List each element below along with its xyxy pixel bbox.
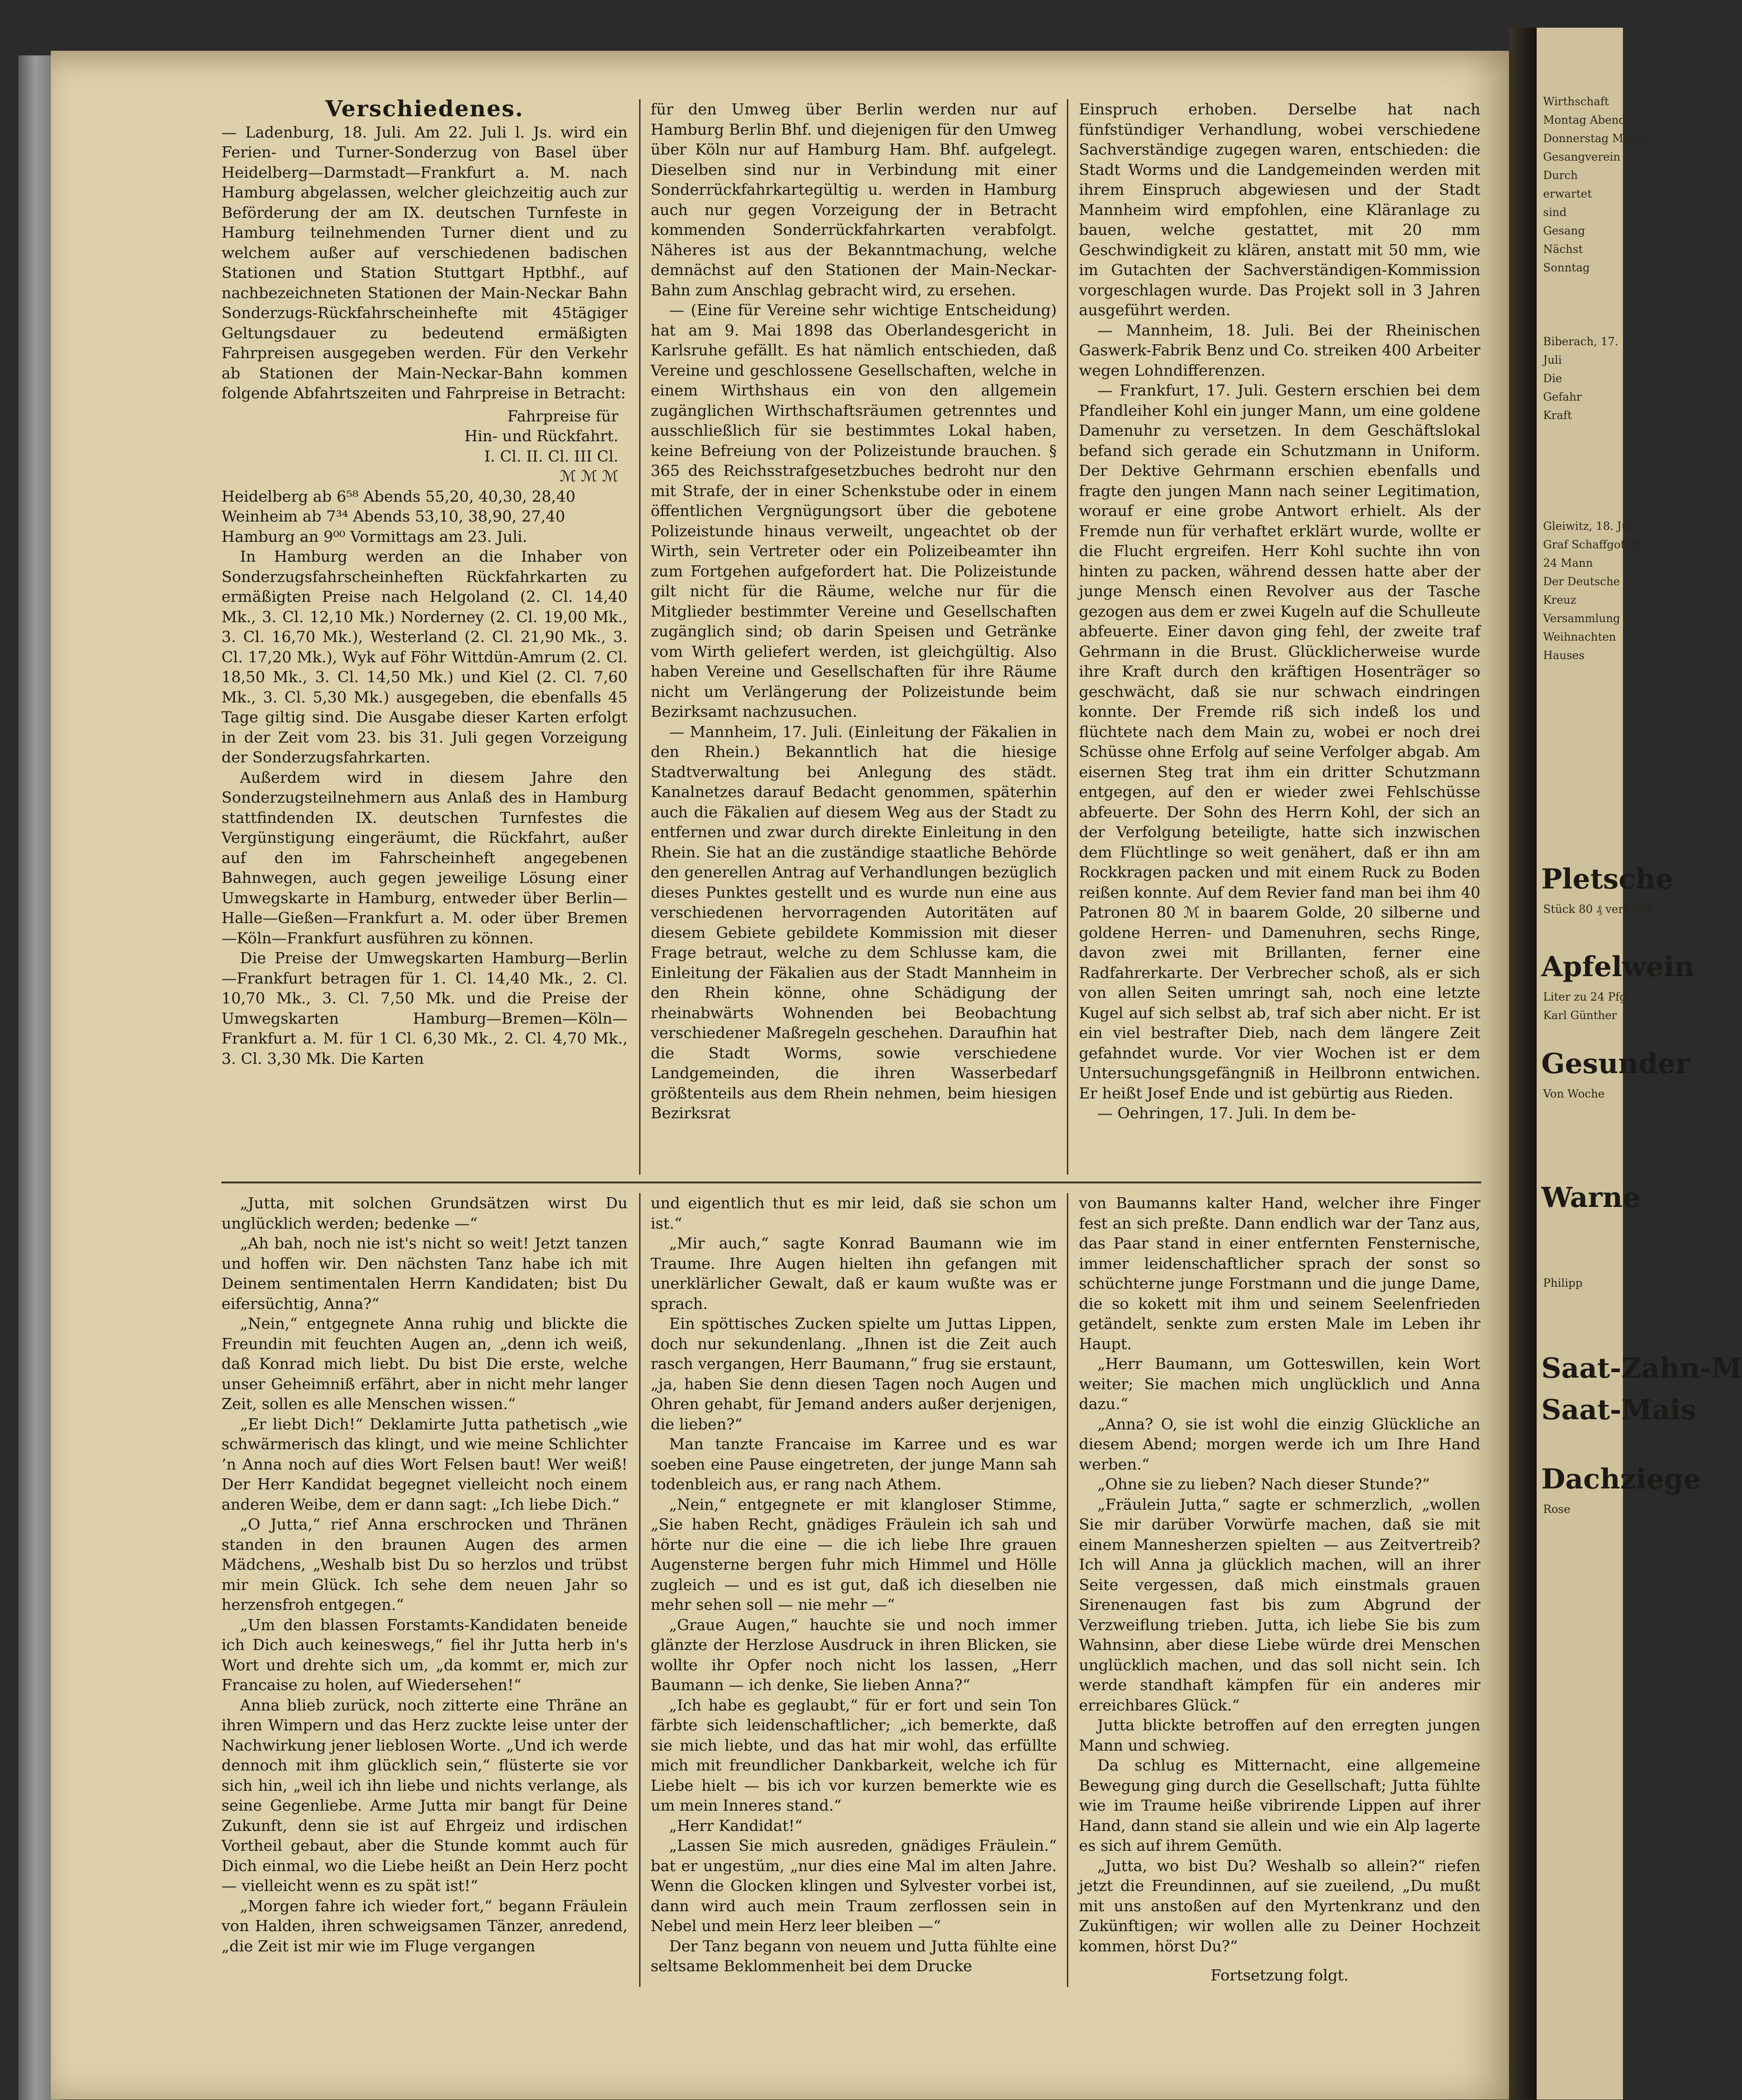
serial-paragraph: „Jutta, wo bist Du? Weshalb so allein?“ riefen jetzt die Freundinnen, auf sie zueilend, „Du mußt mit uns anstoßen auf den Myrtenkranz und den Zukünftigen; wir wollen alle zu Deiner Hochzeit kommen, hörst Du?“ <box>1079 1856 1480 1955</box>
serial-column-2 <box>651 1193 1057 1976</box>
serial-paragraph: „Er liebt Dich!“ Deklamirte Jutta pathetisch „wie schwärmerisch das klingt, und wie meine Schlichter ’n Anna noch auf dies Wort Felsen baut! Wer weiß! Der Herr Kandidat begegnet vielleicht noch einem anderen Weibe, dem er dann sagt: „Ich liebe Dich.“ <box>221 1415 628 1513</box>
adjacent-text-line: Durch <box>1543 169 1578 182</box>
column-rule <box>639 99 641 1175</box>
column-rule <box>1067 1193 1068 1987</box>
ad-saat-zahn-mais: Saat-Zahn-M <box>1541 1352 1742 1385</box>
ad-apfelwein: Apfelwein <box>1541 951 1694 983</box>
adjacent-text-line: Gleiwitz, 18. Juli <box>1543 520 1636 533</box>
news-mannheim-strike: — Mannheim, 18. Juli. Bei der Rheinischen Gaswerk-Fabrik Benz und Co. streiken 400 Arbeiter wegen Lohndifferenzen. <box>1079 321 1480 379</box>
news-frankfurt-robbery: — Frankfurt, 17. Juli. Gestern erschien bei dem Pfandleiher Kohl ein junger Mann, um eine goldene Damenuhr zu versetzen. In dem Geschäftslokal befand sich gerade ein Schutzmann in Uniform. Der Dektive Gehrmann erschien ebenfalls und fragte den jungen Mann nach seiner Legitimation, worauf er eine grobe Antwort erhielt. Als der Fremde nun für verhaftet erklärt wurde, wollte er die Flucht ergreifen. Herr Kohl suchte ihn von hinten zu packen, während dessen hatte aber der junge Mensch einen Revolver aus der Tasche gezogen aus dem er zwei Kugeln auf die Schulleute abfeuerte. Einer davon ging fehl, der zweite traf Gehrmann in die Brust. Glücklicherweise wurde ihre Kraft durch den kräftigen Hosenträger so geschwächt, daß sie nur schwach eindringen konnte. Der Fremde riß sich indeß los und flüchtete nach dem Main zu, wobei er noch drei Schüsse ohne Erfolg auf seine Verfolger abgab. Am eisernen Steg trat ihm ein dritter Schutzmann entgegen, auf den er wieder zwei Fehlschüsse abfeuerte. Der Sohn des Herrn Kohl, der sich an der Verfolgung beteiligte, hatte sich inzwischen dem Flüchtlinge so weit genähert, daß er ihn am Rockkragen packen und mit einem Ruck zu Boden reißen konnte. Auf dem Revier fand man bei ihm 40 Patronen 80 ℳ in baarem Golde, 20 silberne und goldene Herren- und Damenuhren, sechs Ringe, davon zwei mit Brillanten, ferner eine Radfahrerkarte. Der Verbrecher schoß, als er sich von allen Seiten umringt sah, noch eine letzte Kugel auf sich selbst ab, traf sich aber nicht. Er ist ein viel bestrafter Dieb, nach dem längere Zeit gefahndet wurde. Vor vier Wochen ist er dem Untersuchungsgefängniß in Heilbronn entwichen. Er heißt Josef Ende und ist gebürtig aus Rieden. <box>1079 381 1480 1102</box>
adjacent-text-line: Der Deutsche <box>1543 575 1620 588</box>
news-objection: Einspruch erhoben. Derselbe hat nach fünfstündiger Verhandlung, wobei verschiedene Sachverständige zugegen waren, entschieden: die Stadt Worms und die Landgemeinden werden mit ihrem Einspruch abgewiesen und der Stadt Mannheim wird empfohlen, eine Kläranlage zu bauen, welche gestattet, mit 20 mm Geschwindigkeit zu klären, anstatt mit 50 mm, wie im Gutachten der Sachverständigen-Kommission vorgeschlagen wurde. Das Projekt soll in 3 Jahren ausgeführt werden. <box>1079 100 1480 319</box>
fare-title: Fahrpreise für <box>507 407 618 425</box>
fare-row: Heidelberg ab 6⁵⁸ Abends 55,20, 40,30, 28,40 <box>221 487 576 505</box>
news-detour-prices: Die Preise der Umwegskarten Hamburg—Berlin—Frankfurt betragen für 1. Cl. 14,40 Mk., 2. Cl. 10,70 Mk., 3. Cl. 7,50 Mk. und die Preise der Umwegskarten Hamburg—Bremen—Köln—Frankfurt a. M. für 1 Cl. 6,30 Mk., 2. Cl. 4,70 Mk., 3. Cl. 3,30 Mk. Die Karten <box>221 949 628 1068</box>
news-column-3 <box>1079 99 1480 1123</box>
serial-paragraph: Der Tanz begann von neuem und Jutta fühlte eine seltsame Beklommenheit bei dem Drucke <box>651 1937 1057 1975</box>
adjacent-text-line: Kraft <box>1543 409 1572 422</box>
serial-continued: Fortsetzung folgt. <box>1210 1966 1349 1984</box>
adjacent-text-line: Gesang <box>1543 224 1585 237</box>
adjacent-text-line: 24 Mann <box>1543 557 1593 570</box>
adjacent-text-line: Montag Abend <box>1543 114 1626 126</box>
adjacent-text-line: erwartet <box>1543 187 1592 200</box>
adjacent-text-line: Hauses <box>1543 649 1585 662</box>
news-mannheim-faecal: — Mannheim, 17. Juli. (Einleitung der Fäkalien in den Rhein.) Bekanntlich hat die hiesige Stadtverwaltung bei Anlegung des städt. Kanalnetzes darauf Bedacht genommen, späterhin auch die Fäkalien auf diesem Weg aus der Stadt zu entfernen und zwar durch direkte Einleitung in den Rhein. Sie hat an die zuständige staatliche Behörde den generellen Antrag auf Verhandlungen bezüglich dieses Punktes gestellt und es wurde nun eine aus verschiedenen hervorragenden Autoritäten auf diesem Gebiete gebildete Kommission mit dieser Frage betraut, welche zu dem Schlusse kam, die Einleitung der Fäkalien aus der Stadt Mannheim in den Rhein könne, ohne Schädigung der rheinabwärts Wohnenden bei Beobachtung verschiedener Maßregeln geschehen. Daraufhin hat die Stadt Worms, sowie verschiedene Landgemeinden, die ihren Wasserbedarf größtenteils aus dem Rhein nehmen, beim hiesigen Bezirksrat <box>651 722 1057 1122</box>
adjacent-text-line: Juli <box>1543 354 1562 366</box>
serial-paragraph: „Um den blassen Forstamts-Kandidaten beneide ich Dich auch keineswegs,“ fiel ihr Jutta herb in's Wort und drehte sich um, „da kommt er, mich zur Francaise zu holen, auf Wiedersehen!“ <box>221 1615 628 1694</box>
page-gutter <box>1509 28 1537 2100</box>
fare-subtitle: Hin- und Rückfahrt. <box>464 427 618 445</box>
adjacent-text-line: Donnerstag Mittag <box>1543 132 1650 145</box>
adjacent-text-line: Wirthschaft <box>1543 95 1609 108</box>
serial-paragraph: „O Jutta,“ rief Anna erschrocken und Thränen standen in den braunen Augen des armen Mädchens, „Weshalb bist Du so herzlos und trübst mir mein Glück. Ich sehe dem neuen Jahr so herzensfroh entgegen.“ <box>221 1515 628 1614</box>
fare-row: Weinheim ab 7³⁴ Abends 53,10, 38,90, 27,40 <box>221 507 565 525</box>
adjacent-text-line: Gefahr <box>1543 390 1582 403</box>
news-club-ruling: — (Eine für Vereine sehr wichtige Entscheidung) hat am 9. Mai 1898 das Oberlandesgericht in Karlsruhe gefällt. Es hat nämlich entschieden, daß Vereine und geschlossene Gesellschaften, welche in einem Wirthshaus ein von den allgemein zugänglichen Wirthschaftsräumen getrenntes und ausschließlich für sie bestimmtes Lokal haben, keine Befreiung von der Polizeistunde brauchen. § 365 des Reichsstrafgesetzbuches bedroht nur den mit Strafe, der in einer Schenkstube oder in einem öffentlichen Vergnügungsort über die gebotene Polizeistunde hinaus verweilt, ungeachtet ob der Wirth, sein Vertreter oder ein Polizeibeamter ihn zum Fortgehen aufgefordert hat. Die Polizeistunde gilt nicht für die Räume, welche nur für die Mitglieder bestimmter Vereine und Gesellschaften zugänglich sind; ob darin Speisen und Getränke vom Wirth geliefert werden, ist gleichgültig. Also haben Vereine und Gesellschaften für ihre Räume nicht um Verlängerung der Polizeistunde beim Bezirksamt nachzusuchen. <box>651 301 1057 720</box>
serial-paragraph: „Ohne sie zu lieben? Nach dieser Stunde?“ <box>1097 1475 1430 1493</box>
serial-paragraph: „Anna? O, sie ist wohl die einzig Glückliche an diesem Abend; morgen werde ich um Ihre Hand werben.“ <box>1079 1415 1480 1473</box>
serial-paragraph: Man tanzte Francaise im Karree und es war soeben eine Pause eingetreten, der junge Mann sah todenbleich aus, er rang nach Athem. <box>651 1435 1057 1493</box>
news-oehringen: — Oehringen, 17. Juli. In dem be- <box>1097 1104 1356 1122</box>
ad-dachziegel: Dachziege <box>1541 1463 1701 1495</box>
serial-column-1 <box>221 1193 628 1956</box>
serial-paragraph: „Morgen fahre ich wieder fort,“ begann Fräulein von Halden, ihren schweigsamen Tänzer, anredend, „die Zeit ist mir wie im Fluge vergangen <box>221 1896 628 1955</box>
adjacent-text-line: Weihnachten <box>1543 630 1616 643</box>
serial-paragraph: „Lassen Sie mich ausreden, gnädiges Fräulein.“ bat er ungestüm, „nur dies eine Mal im alten Jahre. Wenn die Glocken klingen und Sylvester vorbei ist, dann wird auch mein Traum zerflossen sein in Nebel und mein Herz leer bleiben —“ <box>651 1836 1057 1935</box>
serial-paragraph: Anna blieb zurück, noch zitterte eine Thräne an ihren Wimpern und das Herz zuckte leise unter der Nachwirkung jener lieblosen Worte. „Und ich werde dennoch mit ihm glücklich sein,“ flüsterte sie vor sich hin, „weil ich ihn liebe und nichts verlange, als seine Gegenliebe. Arme Jutta mir bangt für Deine Zukunft, denn sie ist auf Ehrgeiz und irdischen Vortheil gebaut, aber die Stunde kommt auch für Dich einmal, wo die Liebe heißt an Dein Herz pocht — vielleicht wenn es zu spät ist!“ <box>221 1696 628 1895</box>
adjacent-text-line: Die <box>1543 372 1562 385</box>
news-column-1 <box>221 96 628 1068</box>
serial-paragraph: „Herr Baumann, um Gotteswillen, kein Wort weiter; Sie machen mich unglücklich und Anna dazu.“ <box>1079 1355 1480 1413</box>
serial-paragraph: „Ich habe es geglaubt,“ für er fort und sein Ton färbte sich leidenschaftlicher; „ich bemerkte, daß sie mich liebte, und das hat mir wohl, das erfüllte mich mit freundlicher Dankbarkeit, welche ich für Liebe hielt — bis ich vor kurzen bemerkte wie es um mein Inneres stand.“ <box>651 1696 1057 1814</box>
adjacent-text-line: Biberach, 17. <box>1543 335 1618 348</box>
fare-classes: I. Cl. II. Cl. III Cl. <box>484 447 618 465</box>
serial-paragraph: Ein spöttisches Zucken spielte um Juttas Lippen, doch nur sekundenlang. „Ihnen ist die Zeit auch rasch vergangen, Herr Baumann,“ frug sie erstaunt, „ja, haben Sie denn diesen Tagen noch Augen und Ohren gehabt, für Jemand anders außer derjenigen, die lieben?“ <box>651 1314 1057 1433</box>
ad-warne: Warne <box>1541 1182 1640 1214</box>
serial-paragraph: „Fräulein Jutta,“ sagte er schmerzlich, „wollen Sie mir darüber Vorwürfe machen, daß sie mit einem Mannesherzen spielten — aus Zeitvertreib? Ich will Anna ja glücklich machen, will an ihrer Seite vergessen, daß mich einstmals grauen Sirenenaugen fast bis zum Abgrund der Verzweiflung trieben. Jutta, ich liebe Sie bis zum Wahnsinn, aber diese Liebe würde drei Menschen unglücklich machen, und das soll nicht sein. Ich werde standhaft kämpfen für ein anderes mir erreichbares Glück.“ <box>1079 1495 1480 1714</box>
serial-paragraph: „Graue Augen,“ hauchte sie und noch immer glänzte der Herzlose Ausdruck in ihren Blicken, sie wollte ihr Opfer noch nicht los lassen, „Herr Baumann — ich denke, Sie lieben Anna?“ <box>651 1615 1057 1694</box>
serial-paragraph: von Baumanns kalter Hand, welcher ihre Finger fest an sich preßte. Dann endlich war der Tanz aus, das Paar stand in einer entfernten Fensternische, immer leidenschaftlicher sprach der sonst so schüchterne junge Forstmann und die junge Dame, die so kokett mit ihm und seinem Seelenfrieden getändelt, senkte zum ersten Male im Leben ihr Haupt. <box>1079 1194 1480 1353</box>
fare-row: Hamburg an 9⁰⁰ Vormittags am 23. Juli. <box>221 527 527 546</box>
ad-text: Stück 80 ₰ verkauft <box>1543 903 1653 916</box>
adjacent-text-line: Gesangverein <box>1543 150 1621 163</box>
ad-pletsche: Pletsche <box>1541 863 1673 895</box>
section-divider <box>221 1182 1481 1183</box>
serial-paragraph: „Ah bah, noch nie ist's nicht so weit! Jetzt tanzen und hoffen wir. Den nächsten Tanz habe ich mit Deinem sentimentalen Herrn Kandidaten; bist Du eifersüchtig, Anna?“ <box>221 1234 628 1313</box>
fare-units: ℳ ℳ ℳ <box>560 467 618 485</box>
adjacent-text-line: Graf Schaffgotsch <box>1543 538 1644 551</box>
news-hamburg-excursions: In Hamburg werden an die Inhaber von Sonderzugsfahrscheinheften Rückfahrkarten zu ermäßigten Preise nach Helgoland (2. Cl. 14,40 Mk., 3. Cl. 12,10 Mk.) Norderney (2. Cl. 19,00 Mk., 3. Cl. 16,70 Mk.), Westerland (2. Cl. 21,90 Mk., 3. Cl. 17,20 Mk.), Wyk auf Föhr Wittdün-Amrum (2. Cl. 18,50 Mk., 3. Cl. 14,50 Mk.) und Kiel (2. Cl. 7,60 Mk., 3. Cl. 5,30 Mk.) ausgegeben, die ebenfalls 45 Tage giltig sind. Die Ausgabe dieser Karten erfolgt in der Zeit vom 23. bis 31. Juli gegen Vorzeigung der Sonderzugsfahrkarten. <box>221 547 628 766</box>
adjacent-text-line: Kreuz <box>1543 594 1576 606</box>
serial-paragraph: „Nein,“ entgegnete er mit klangloser Stimme, „Sie haben Recht, gnädiges Fräulein ich sah und hörte nur die eine — die ich liebe Ihre grauen Augensterne bergen fuhr mich Himmel und Hölle zugleich — und es ist gut, daß ich dieselben nie mehr sehen soll — nie mehr —“ <box>651 1495 1057 1614</box>
news-detour-continued: für den Umweg über Berlin werden nur auf Hamburg Berlin Bhf. und diejenigen für den Umweg über Köln nur auf Hamburg Ham. Bhf. aufgelegt. Dieselben sind nur in Verbindung mit einer Sonderrückfahrkartegültig u. werden in Hamburg auch nur gegen Vorzeigung der in Betracht kommenden Sonderrückfahrkarten verabfolgt. Näheres ist aus der Bekanntmachung, welche demnächst auf den Stationen der Main-Neckar-Bahn zum Anschlag gebracht wird, zu ersehen. <box>651 100 1057 299</box>
serial-paragraph: „Herr Kandidat!“ <box>669 1816 802 1835</box>
serial-paragraph: Da schlug es Mitternacht, eine allgemeine Bewegung ging durch die Gesellschaft; Jutta fühlte wie im Traume heiße vibrirende Lippen auf ihrer Hand, dann stand sie allein und wie ein Alp lagerte es sich auf ihrem Gemüth. <box>1079 1756 1480 1854</box>
news-column-2 <box>651 99 1057 1123</box>
adjacent-text-line: sind <box>1543 206 1567 219</box>
serial-paragraph: „Mir auch,“ sagte Konrad Baumann wie im Traume. Ihre Augen hielten ihn gefangen mit unerklärlicher Gewalt, daß er kaum wußte was er sprach. <box>651 1234 1057 1313</box>
adjacent-text-line: Versammlung <box>1543 612 1620 625</box>
news-ladenburg: — Ladenburg, 18. Juli. Am 22. Juli l. Js. wird ein Ferien- und Turner-Sonderzug von Basel über Heidelberg—Darmstadt—Frankfurt a. M. nach Hamburg abgelassen, welcher gleichzeitig auch zur Beförderung der am IX. deutschen Turnfeste in Hamburg teilnehmenden Turner dient und zu welchem außer auf verschiedenen badischen Stationen und Station Stuttgart Hptbhf., auf nachbezeichneten Stationen der Main-Neckar Bahn Sonderzugs-Rückfahrscheinhefte mit 45tägiger Geltungsdauer zu bedeutend ermäßigten Fahrpreisen ausgegeben werden. Für den Verkehr ab Stationen der Main-Neckar-Bahn kommen folgende Abfahrtszeiten und Fahrpreise in Betracht: <box>221 123 628 402</box>
column-rule <box>639 1193 641 1987</box>
section-heading: Verschiedenes. <box>325 96 524 122</box>
serial-paragraph: Jutta blickte betroffen auf den erregten jungen Mann und schwieg. <box>1079 1716 1480 1754</box>
adjacent-page <box>1537 28 1742 2100</box>
adjacent-text-line: Sonntag <box>1543 261 1590 274</box>
ad-text: Karl Günther <box>1543 1009 1617 1022</box>
ad-text: Rose <box>1543 1503 1571 1516</box>
ad-gesunder: Gesunder <box>1541 1048 1690 1080</box>
ad-text: Philipp <box>1543 1277 1583 1290</box>
serial-column-3 <box>1079 1193 1480 1986</box>
news-turnfest-return: Außerdem wird in diesem Jahre den Sonderzugsteilnehmern aus Anlaß des in Hamburg stattfindenden IX. deutschen Turnfestes die Vergünstigung eingeräumt, die Rückfahrt, außer auf den im Fahrscheinheft angegebenen Bahnwegen, auch gegen jeweilige Lösung einer Umwegskarte in Hamburg, entweder über Berlin—Halle—Gießen—Frankfurt a. M. oder über Bremen—Köln—Frankfurt ausführen zu können. <box>221 768 628 947</box>
fare-table <box>221 406 628 547</box>
serial-paragraph: und eigentlich thut es mir leid, daß sie schon um ist.“ <box>651 1194 1057 1232</box>
serial-paragraph: „Jutta, mit solchen Grundsätzen wirst Du unglücklich werden; bedenke —“ <box>221 1194 628 1232</box>
serial-paragraph: „Nein,“ entgegnete Anna ruhig und blickte die Freundin mit feuchten Augen an, „denn ich weiß, daß Konrad mich liebt. Du bist Die erste, welche unser Geheimniß erfährt, aber in nicht mehr langer Zeit, sollen es alle Menschen wissen.“ <box>221 1314 628 1413</box>
ad-text: Von Woche <box>1543 1087 1605 1100</box>
column-rule <box>1067 99 1068 1175</box>
adjacent-text-line: Nächst <box>1543 243 1583 256</box>
ad-saat-mais: Saat-Mais <box>1541 1394 1696 1426</box>
ad-text: Liter zu 24 Pfg. <box>1543 990 1630 1003</box>
